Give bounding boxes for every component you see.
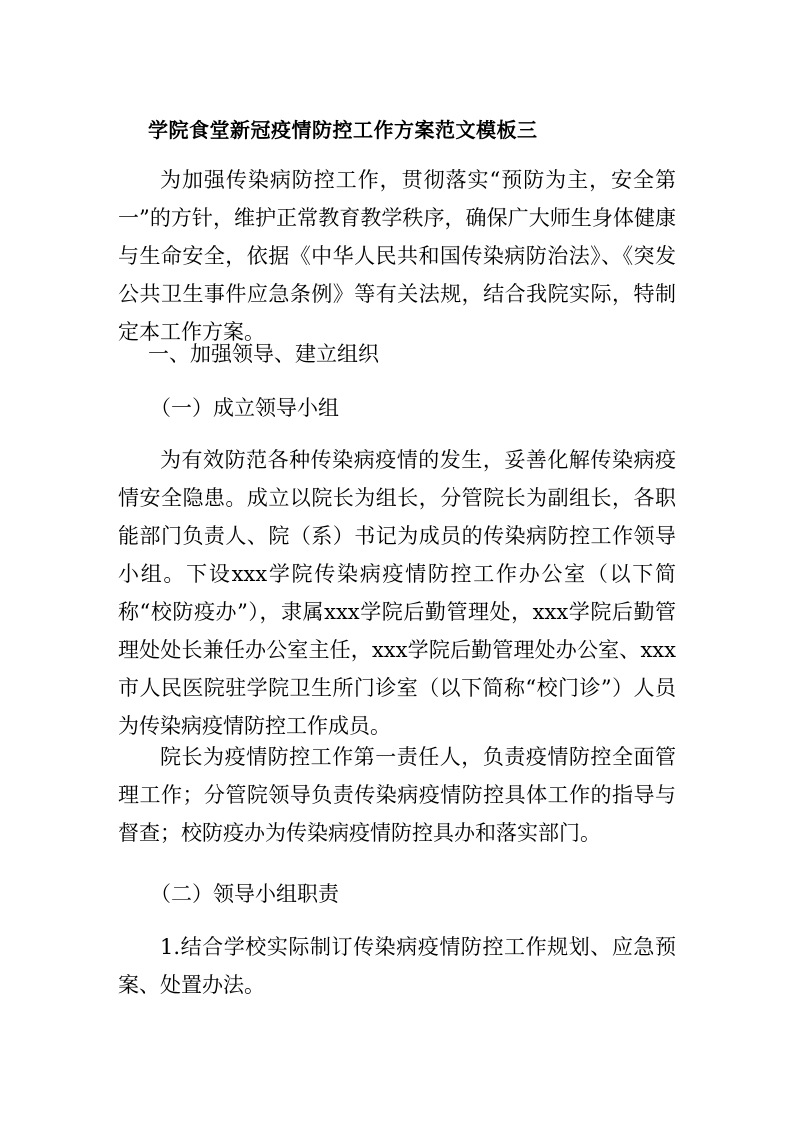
- intro-paragraph: 为加强传染病防控工作，贯彻落实“预防为主，安全第一”的方针，维护正常教育教学秩序，确保广大师生身体健康与生命安全，依据《中华人民共和国传染病防治法》、《突发公共卫生事件应急条例》等有关法规，结合我院实际，特制定本工作方案。: [118, 168, 676, 344]
- subsection-heading-establish-group: （一）成立领导小组: [150, 396, 339, 420]
- group-composition-paragraph: 为有效防范各种传染病疫情的发生，妥善化解传染病疫情安全隐患。成立以院长为组长，分管院长为副组长，各职能部门负责人、院（系）书记为成员的传染病防控工作领导小组。下设xxx学院传染病疫情防控工作办公室（以下简称“校防疫办”），隶属xxx学院后勤管理处，xxx学院后勤管理处处长兼任办公室主任，xxx学院后勤管理处办公室、xxx市人民医院驻学院卫生所门诊室（以下简称“校门诊”）人员为传染病疫情防控工作成员。: [118, 448, 676, 738]
- subsection-heading-group-duties: （二）领导小组职责: [150, 882, 339, 906]
- document-title: 学院食堂新冠疫情防控工作方案范文模板三: [148, 118, 538, 142]
- section-heading-leadership: 一、加强领导、建立组织: [148, 342, 379, 366]
- responsibility-paragraph: 院长为疫情防控工作第一责任人，负责疫情防控全面管理工作；分管院领导负责传染病疫情防控具体工作的指导与督查；校防疫办为传染病疫情防控具办和落实部门。: [118, 745, 676, 845]
- duty-item-1: 1.结合学校实际制订传染病疫情防控工作规划、应急预案、处置办法。: [118, 935, 676, 997]
